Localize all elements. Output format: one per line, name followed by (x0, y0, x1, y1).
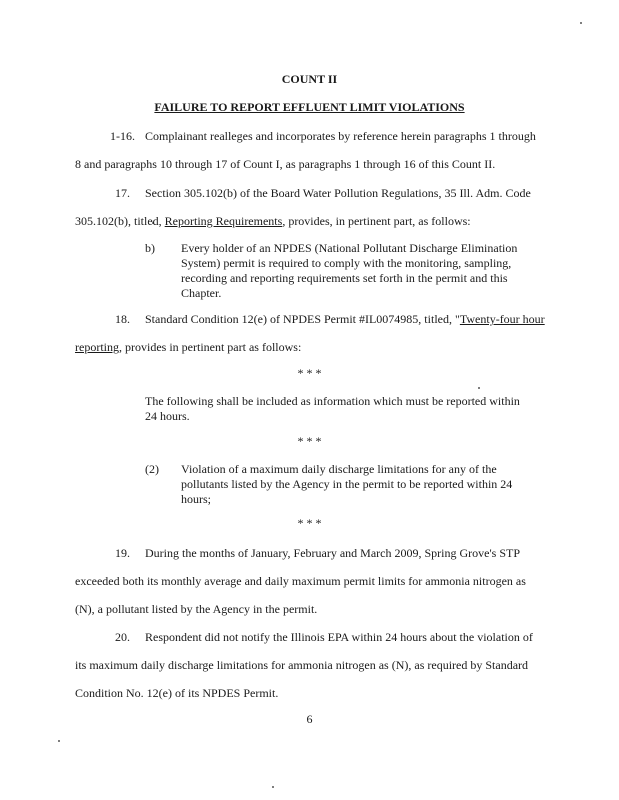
ellipsis-separator: * * * (297, 434, 322, 448)
paragraph-text-line: its maximum daily discharge limitations for ammonia nitrogen as (N), as required by Standard (75, 658, 529, 672)
paragraph-text-line: During the months of January, February and March 2009, Spring Grove's STP (145, 546, 520, 560)
paragraph-text-line: 8 and paragraphs 10 through 17 of Count I, as paragraphs 1 through 16 of this Count II. (75, 157, 496, 171)
block-quote: Every holder of an NPDES (National Pollutant Discharge Elimination System) permit is required to comply with the monitoring, sampling, recording and reporting requirements set forth in the permit and this Chapter. (181, 241, 518, 300)
section-title: FAILURE TO REPORT EFFLUENT LIMIT VIOLATIONS (154, 100, 465, 114)
paragraph-number: 18. (115, 312, 130, 326)
quote-label: (2) (145, 462, 159, 476)
paragraph-number: 19. (115, 546, 130, 560)
paragraph-text-line: Section 305.102(b) of the Board Water Pollution Regulations, 35 Ill. Adm. Code (145, 186, 531, 200)
block-quote: The following shall be included as information which must be reported within 24 hours. (145, 394, 520, 423)
paragraph-number: 17. (115, 186, 130, 200)
paragraph-text-line: Condition No. 12(e) of its NPDES Permit. (75, 686, 279, 700)
quote-label: b) (145, 241, 155, 255)
count-heading: COUNT II (281, 72, 338, 86)
condition-title: Twenty-four hour (459, 312, 545, 326)
paragraph-number: 1-16. (110, 129, 135, 143)
scan-speck (478, 387, 480, 389)
page-number: 6 (306, 712, 313, 726)
paragraph-number: 20. (115, 630, 130, 644)
paragraph-text-line (145, 312, 545, 327)
scan-speck (580, 22, 582, 24)
ellipsis-separator: * * * (297, 516, 322, 530)
paragraph-text-line (75, 214, 471, 229)
paragraph-text-line (75, 340, 301, 355)
paragraph-text-line: (N), a pollutant listed by the Agency in the permit. (75, 602, 318, 616)
text-segment: , provides in pertinent part as follows: (119, 340, 302, 354)
scan-speck (58, 740, 60, 742)
ellipsis-separator: * * * (297, 366, 322, 380)
paragraph-text-line: Respondent did not notify the Illinois EPA within 24 hours about the violation of (145, 630, 533, 644)
block-quote: Violation of a maximum daily discharge limitations for any of the pollutants listed by the Agency in the permit to be reported within 24 hours; (181, 462, 513, 506)
regulation-title: Reporting Requirements (164, 214, 283, 228)
paragraph-text-line: Complainant realleges and incorporates by reference herein paragraphs 1 through (145, 129, 536, 143)
scan-speck (272, 786, 274, 788)
text-segment: , provides, in pertinent part, as follows: (282, 214, 471, 228)
condition-title: reporting (75, 340, 119, 354)
paragraph-text-line: exceeded both its monthly average and daily maximum permit limits for ammonia nitrogen as (75, 574, 526, 588)
text-segment: 305.102(b), titled, (75, 214, 165, 228)
text-segment: Standard Condition 12(e) of NPDES Permit #IL0074985, titled, " (145, 312, 460, 326)
